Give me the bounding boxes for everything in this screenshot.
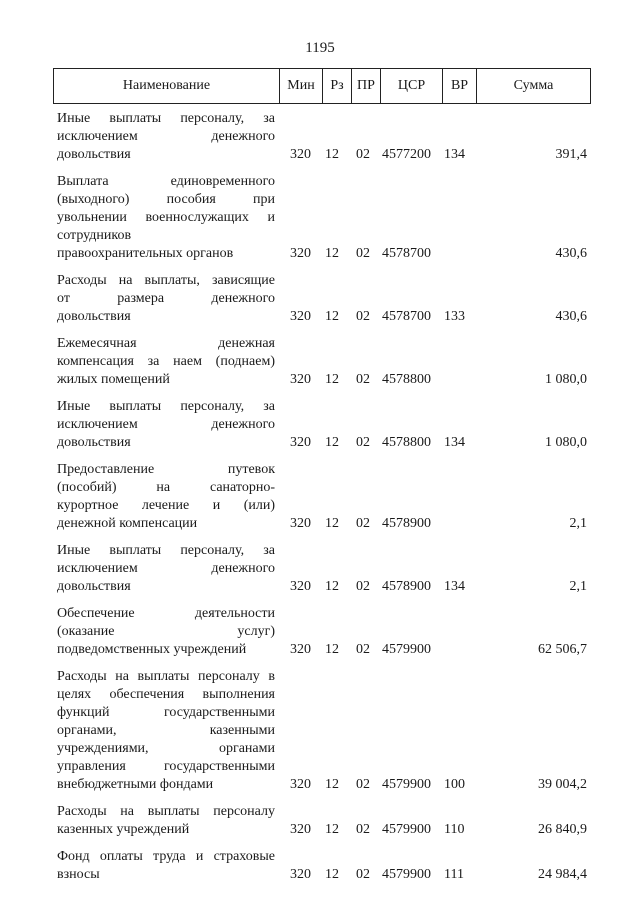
cell-vr: 134	[444, 579, 465, 594]
row-name-line: исключением денежного	[57, 129, 275, 144]
row-name-line: Предоставление путевок	[57, 462, 275, 477]
row-name-line: увольнении военнослужащих и	[57, 210, 275, 225]
cell-sum: 2,1	[569, 579, 587, 594]
cell-sum: 39 004,2	[538, 777, 587, 792]
cell-pr: 02	[356, 822, 370, 837]
cell-min: 320	[290, 435, 311, 450]
cell-csr: 4578700	[382, 246, 431, 261]
cell-min: 320	[290, 372, 311, 387]
row-name-line: денежной компенсации	[57, 516, 198, 531]
cell-csr: 4578800	[382, 435, 431, 450]
row-name-line: Расходы на выплаты, зависящие	[57, 273, 275, 288]
cell-csr: 4579900	[382, 822, 431, 837]
row-name-line: (пособий) на санаторно-	[57, 480, 275, 495]
cell-min: 320	[290, 642, 311, 657]
page-number: 1195	[305, 40, 335, 56]
row-name-line: жилых помещений	[57, 372, 170, 387]
table-body	[57, 110, 587, 893]
cell-csr: 4579900	[382, 867, 431, 882]
cell-csr: 4578900	[382, 516, 431, 531]
cell-rz: 12	[325, 516, 339, 531]
cell-pr: 02	[356, 309, 370, 324]
row-name-line: учреждениями, органами	[57, 741, 275, 756]
cell-min: 320	[290, 147, 311, 162]
table-header	[53, 68, 591, 104]
cell-rz: 12	[325, 642, 339, 657]
cell-sum: 391,4	[555, 147, 587, 162]
row-name-line: внебюджетными фондами	[57, 777, 214, 792]
cell-rz: 12	[325, 867, 339, 882]
table-row	[57, 542, 587, 596]
row-name-line: Иные выплаты персоналу, за	[57, 399, 275, 414]
row-name-line: Обеспечение деятельности	[57, 606, 275, 621]
cell-min: 320	[290, 516, 311, 531]
cell-rz: 12	[325, 147, 339, 162]
cell-min: 320	[290, 246, 311, 261]
cell-min: 320	[290, 309, 311, 324]
row-name-line: подведомственных учреждений	[57, 642, 247, 657]
row-name-line: от размера денежного	[57, 291, 275, 306]
cell-min: 320	[290, 579, 311, 594]
cell-csr: 4579900	[382, 777, 431, 792]
cell-min: 320	[290, 822, 311, 837]
row-name-line: Иные выплаты персоналу, за	[57, 543, 275, 558]
header-min: Мин	[280, 69, 323, 103]
cell-min: 320	[290, 867, 311, 882]
cell-pr: 02	[356, 435, 370, 450]
cell-rz: 12	[325, 777, 339, 792]
row-codes	[57, 776, 587, 794]
row-codes	[57, 371, 587, 389]
header-vr: ВР	[443, 69, 477, 103]
row-name-line: Расходы на выплаты персоналу в	[57, 669, 275, 684]
cell-vr: 134	[444, 435, 465, 450]
cell-min: 320	[290, 777, 311, 792]
row-name-line: функций государственными	[57, 705, 275, 720]
table-row	[57, 335, 587, 389]
cell-pr: 02	[356, 147, 370, 162]
row-name-line: целях обеспечения выполнения	[57, 687, 275, 702]
header-csr: ЦСР	[381, 69, 443, 103]
row-name-line: Выплата единовременного	[57, 174, 275, 189]
table-row	[57, 398, 587, 452]
row-name-line: управления государственными	[57, 759, 275, 774]
cell-rz: 12	[325, 435, 339, 450]
cell-sum: 1 080,0	[545, 372, 587, 387]
row-codes	[57, 578, 587, 596]
cell-pr: 02	[356, 642, 370, 657]
row-name-line: Иные выплаты персоналу, за	[57, 111, 275, 126]
row-name-line: довольствия	[57, 309, 131, 324]
row-name-line: исключением денежного	[57, 561, 275, 576]
cell-csr: 4578900	[382, 579, 431, 594]
row-name-line: органами, казенными	[57, 723, 275, 738]
cell-rz: 12	[325, 372, 339, 387]
table-row	[57, 605, 587, 659]
row-codes	[57, 146, 587, 164]
row-codes	[57, 641, 587, 659]
cell-csr: 4578700	[382, 309, 431, 324]
cell-sum: 62 506,7	[538, 642, 587, 657]
cell-csr: 4577200	[382, 147, 431, 162]
cell-rz: 12	[325, 246, 339, 261]
table-row	[57, 848, 587, 884]
cell-rz: 12	[325, 822, 339, 837]
row-codes	[57, 308, 587, 326]
row-name-line: исключением денежного	[57, 417, 275, 432]
cell-pr: 02	[356, 372, 370, 387]
row-codes	[57, 434, 587, 452]
cell-sum: 2,1	[569, 516, 587, 531]
cell-sum: 430,6	[555, 309, 587, 324]
row-name-line: казенных учреждений	[57, 822, 190, 837]
row-name-line: курортное лечение и (или)	[57, 498, 275, 513]
row-codes	[57, 515, 587, 533]
header-name: Наименование	[54, 69, 280, 103]
table-row	[57, 668, 587, 794]
table-row	[57, 173, 587, 263]
row-name-line: Ежемесячная денежная	[57, 336, 275, 351]
row-name-line: (оказание услуг)	[57, 624, 275, 639]
row-name-line: Фонд оплаты труда и страховые	[57, 849, 275, 864]
cell-csr: 4578800	[382, 372, 431, 387]
cell-vr: 111	[444, 867, 464, 882]
cell-sum: 24 984,4	[538, 867, 587, 882]
row-name-line: довольствия	[57, 147, 131, 162]
table-row	[57, 272, 587, 326]
cell-sum: 1 080,0	[545, 435, 587, 450]
cell-sum: 430,6	[555, 246, 587, 261]
row-codes	[57, 821, 587, 839]
row-name-line: Расходы на выплаты персоналу	[57, 804, 275, 819]
cell-vr: 110	[444, 822, 465, 837]
cell-vr: 100	[444, 777, 465, 792]
header-rz: Рз	[323, 69, 352, 103]
row-codes	[57, 866, 587, 884]
cell-rz: 12	[325, 579, 339, 594]
row-name-line: (выходного) пособия при	[57, 192, 275, 207]
row-name-line: сотрудников	[57, 228, 132, 243]
cell-vr: 134	[444, 147, 465, 162]
cell-sum: 26 840,9	[538, 822, 587, 837]
cell-pr: 02	[356, 516, 370, 531]
cell-vr: 133	[444, 309, 465, 324]
cell-csr: 4579900	[382, 642, 431, 657]
row-name-line: довольствия	[57, 579, 131, 594]
cell-rz: 12	[325, 309, 339, 324]
row-name-line: довольствия	[57, 435, 131, 450]
row-name-line: правоохранительных органов	[57, 246, 234, 261]
cell-pr: 02	[356, 579, 370, 594]
table-row	[57, 110, 587, 164]
row-name-line: компенсация за наем (поднаем)	[57, 354, 275, 369]
header-sum: Сумма	[513, 78, 554, 93]
table-row	[57, 803, 587, 839]
row-codes	[57, 245, 587, 263]
table-row	[57, 461, 587, 533]
header-pr: ПР	[352, 69, 381, 103]
cell-pr: 02	[356, 246, 370, 261]
cell-pr: 02	[356, 777, 370, 792]
row-name-line: взносы	[57, 867, 100, 882]
cell-pr: 02	[356, 867, 370, 882]
